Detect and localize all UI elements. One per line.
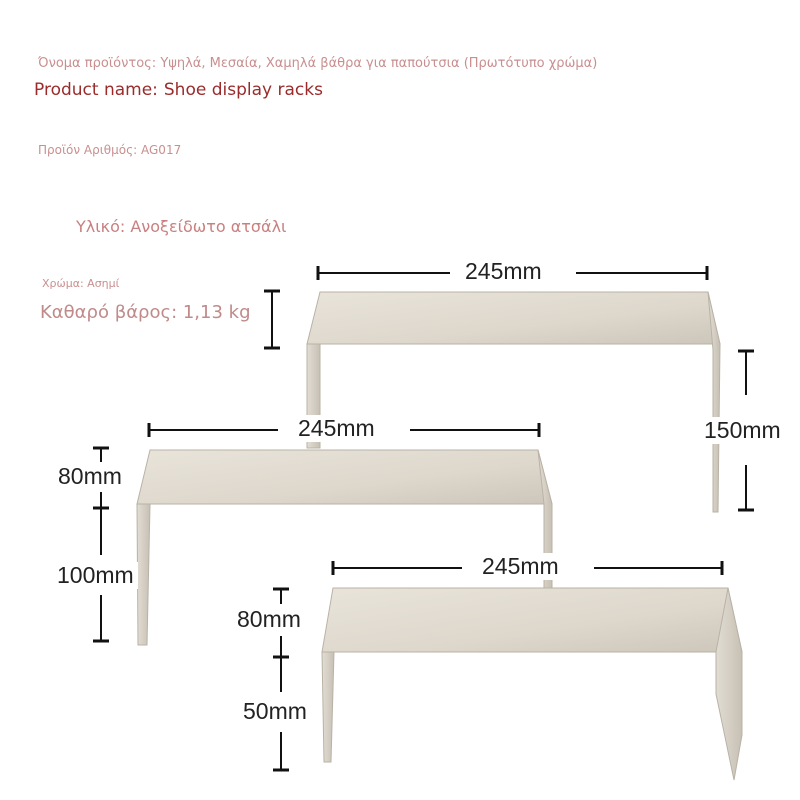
product-name-english [34, 80, 323, 100]
product-name-label: Product name: [34, 80, 158, 100]
high-rack-width-label: 245mm [461, 258, 546, 285]
net-weight-label: Καθαρό βάρος: 1,13 kg [40, 302, 251, 323]
low-rack [322, 588, 742, 780]
high-rack-height-label: 150mm [700, 417, 785, 444]
product-name-value: Shoe display racks [163, 80, 323, 100]
color-label: Χρώμα: Ασημί [42, 277, 120, 290]
low-rack-height-label: 50mm [239, 698, 311, 725]
mid-rack-depth-label: 80mm [54, 463, 126, 490]
low-rack-depth-label: 80mm [233, 606, 305, 633]
product-name-greek: Όνομα προϊόντος: Υψηλά, Μεσαία, Χαμηλά βάθρα για παπούτσια (Πρωτότυπο χρώμα) [38, 56, 598, 71]
low-rack-width-label: 245mm [478, 553, 563, 580]
mid-rack-width-label: 245mm [294, 415, 379, 442]
material-label: Υλικό: Ανοξείδωτο ατσάλι [76, 217, 287, 236]
mid-rack-height-label: 100mm [53, 562, 138, 589]
product-number: Προϊόν Αριθμός: AG017 [38, 143, 182, 157]
